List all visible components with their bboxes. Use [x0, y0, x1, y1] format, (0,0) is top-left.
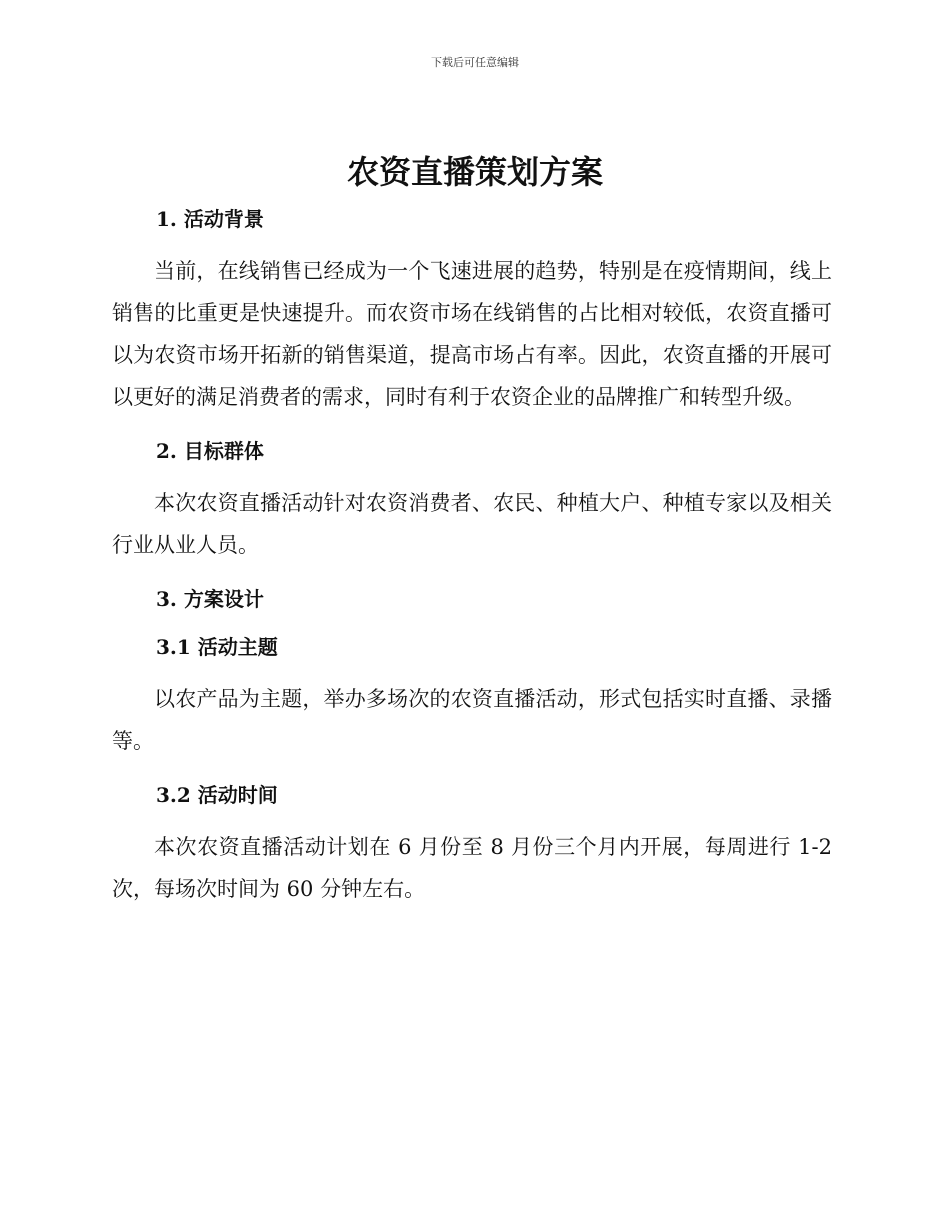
section-paragraph-activity-theme: 以农产品为主题，举办多场次的农资直播活动，形式包括实时直播、录播等。 — [112, 687, 832, 753]
section-heading-background: 1. 活动背景 — [156, 207, 264, 231]
section-heading-activity-time: 3.2 活动时间 — [156, 783, 278, 807]
document-body — [112, 202, 832, 910]
document-title: 农资直播策划方案 — [346, 153, 603, 191]
page-header: 下载后可任意编辑 — [431, 56, 519, 69]
section-heading-activity-theme: 3.1 活动主题 — [156, 635, 278, 659]
section-paragraph-target-group: 本次农资直播活动针对农资消费者、农民、种植大户、种植专家以及相关行业从业人员。 — [112, 491, 832, 557]
section-paragraph-activity-time: 本次农资直播活动计划在 6 月份至 8 月份三个月内开展，每周进行 1-2 次，每场次时间为 60 分钟左右。 — [112, 835, 832, 901]
section-paragraph-background: 当前，在线销售已经成为一个飞速进展的趋势，特别是在疫情期间，线上销售的比重更是快速提升。而农资市场在线销售的占比相对较低，农资直播可以为农资市场开拓新的销售渠道，提高市场占有率。因此，农资直播的开展可以更好的满足消费者的需求，同时有利于农资企业的品牌推广和转型升级。 — [112, 259, 832, 409]
section-heading-target-group: 2. 目标群体 — [156, 439, 264, 463]
section-heading-plan-design: 3. 方案设计 — [156, 587, 264, 611]
